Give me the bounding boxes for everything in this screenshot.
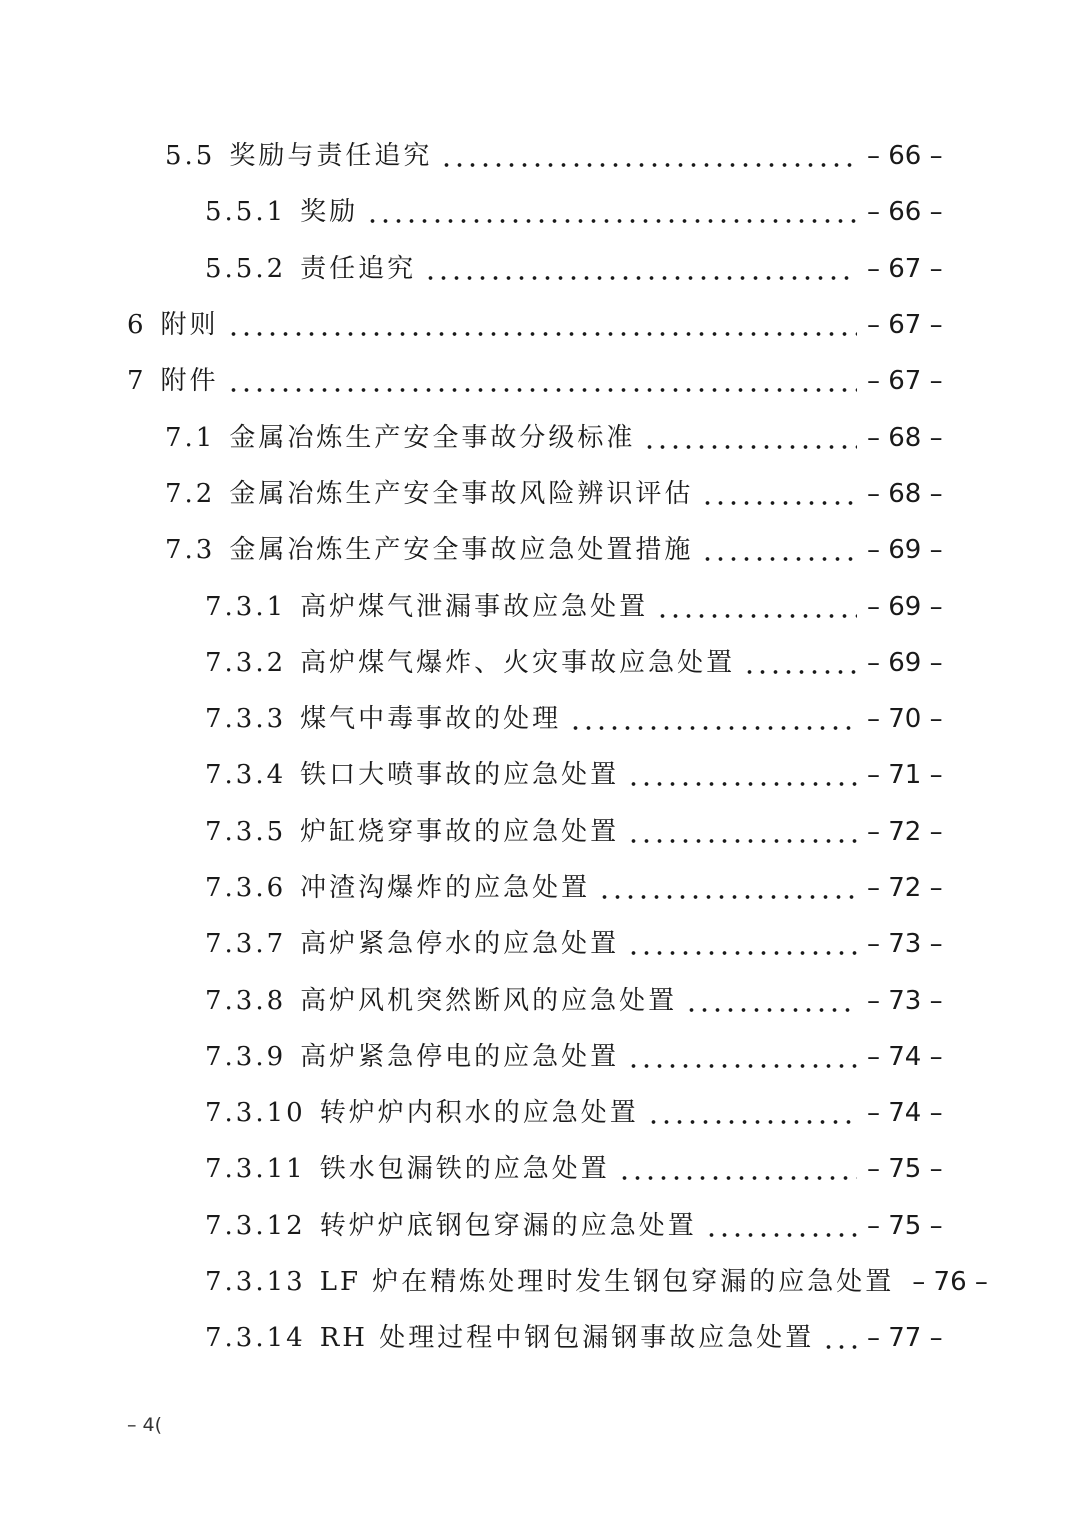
dot-leader [569,706,857,732]
toc-entry-label [205,1041,620,1072]
toc-entry[interactable] [0,128,1074,184]
toc-entry-title: 高炉风机突然断风的应急处置 [300,985,678,1016]
footer-page-number: – 4( [127,1414,163,1436]
toc-entry[interactable] [0,241,1074,297]
dot-leader [440,143,857,169]
toc-entry-number: 5.5 [165,141,216,172]
toc-entry-label [127,310,219,341]
toc-entry-title: LF 炉在精炼处理时发生钢包穿漏的应急处置 [319,1267,895,1298]
toc-entry-page: – 69 – [867,535,943,566]
toc-entry-title: 责任追究 [300,253,417,284]
toc-entry-number: 7.2 [165,478,216,509]
toc-entry-page: – 67 – [867,366,943,397]
toc-entry-title: 高炉煤气泄漏事故应急处置 [300,591,649,622]
toc-entry-number: 7.3.8 [205,985,287,1016]
toc-entry-title: 冲渣沟爆炸的应急处置 [300,873,591,903]
toc-entry-page: – 66 – [867,141,943,172]
toc-entry-title: 转炉炉底钢包穿漏的应急处置 [319,1210,697,1241]
dot-leader [656,594,857,620]
toc-entry-page: – 68 – [867,478,943,509]
toc-entry[interactable] [0,804,1074,860]
toc-entry-page: – 70 – [867,704,943,735]
toc-entry-page: – 77 – [867,1323,943,1354]
toc-entry-title: 奖励与责任追究 [229,141,433,172]
toc-entry-title: 高炉紧急停电的应急处置 [300,1041,620,1072]
dot-leader [701,481,857,507]
toc-entry-label [205,591,649,622]
toc-entry-label [205,1267,895,1298]
toc-entry-title: 附件 [160,366,219,397]
dot-leader [647,1100,857,1126]
toc-entry-number: 7.3.3 [205,704,287,735]
toc-entry-label [205,985,678,1016]
dot-leader [618,1156,857,1182]
toc-entry-number: 6 [127,310,147,341]
dot-leader [743,650,857,676]
toc-entry-page: – 69 – [867,591,943,622]
toc-entry[interactable] [0,1254,1074,1310]
toc-entry-number: 7.3.14 [205,1323,306,1354]
toc-entry-label [205,929,620,960]
dot-leader [366,199,857,225]
toc-entry-title: RH 处理过程中钢包漏钢事故应急处置 [319,1323,815,1354]
toc-entry-title: 金属冶炼生产安全事故风险辨识评估 [229,478,694,509]
dot-leader [598,875,857,901]
dot-leader [685,988,857,1014]
toc-entry-label [205,1098,639,1129]
toc-entry[interactable] [0,297,1074,353]
toc-entry-number: 7.3.6 [205,873,287,903]
toc-entry-label [165,535,694,566]
toc-entry-number: 7.3.4 [205,760,287,791]
toc-entry-number: 7.3.9 [205,1041,287,1072]
toc-entry-label [205,647,736,678]
toc-entry-page: – 74 – [867,1098,943,1129]
toc-entry-label [205,1210,697,1241]
toc-entry[interactable] [0,522,1074,578]
toc-entry-number: 5.5.1 [205,197,287,228]
toc-entry-title: 煤气中毒事故的处理 [300,704,562,735]
toc-entry-number: 7.3 [165,535,216,566]
dot-leader [627,819,857,845]
toc-entry-page: – 67 – [867,310,943,341]
toc-entry-number: 7.3.13 [205,1267,306,1298]
toc-entry-title: 铁水包漏铁的应急处置 [319,1154,610,1185]
toc-entry[interactable] [0,578,1074,634]
toc-entry-title: 高炉煤气爆炸、火灾事故应急处置 [300,647,736,678]
toc-entry[interactable] [0,747,1074,803]
toc-entry-page: – 74 – [867,1041,943,1072]
toc-entry-number: 7.3.2 [205,647,287,678]
toc-entry[interactable] [0,466,1074,522]
toc-entry-label [205,1154,610,1185]
dot-leader [701,537,857,563]
toc-entry[interactable] [0,184,1074,240]
toc-entry-title: 金属冶炼生产安全事故应急处置措施 [229,535,694,566]
toc-entry-number: 7.3.5 [205,816,287,847]
toc-entry[interactable] [0,1310,1074,1366]
table-of-contents [0,128,1074,1367]
toc-entry-number: 7.3.10 [205,1098,306,1129]
toc-entry-label [205,816,620,847]
toc-entry-number: 7 [127,366,147,397]
toc-entry[interactable] [0,1085,1074,1141]
toc-entry-label [205,197,359,228]
toc-entry-label [165,422,636,453]
toc-entry-label [205,253,417,284]
toc-entry-page: – 72 – [867,816,943,847]
toc-entry-number: 7.3.7 [205,929,287,960]
toc-entry-number: 7.1 [165,422,216,453]
dot-leader [424,256,857,282]
toc-entry-label [205,875,590,901]
toc-entry-page: – 69 – [867,647,943,678]
dot-leader [705,1213,857,1239]
toc-entry-page: – 73 – [867,929,943,960]
toc-entry[interactable] [0,972,1074,1028]
dot-leader [627,762,857,788]
toc-entry[interactable] [0,353,1074,409]
toc-entry-page: – 76 – [912,1267,988,1298]
toc-entry[interactable] [0,1141,1074,1197]
toc-entry-number: 7.3.1 [205,591,287,622]
toc-entry-title: 转炉炉内积水的应急处置 [319,1098,639,1129]
toc-entry-title: 金属冶炼生产安全事故分级标准 [229,422,636,453]
toc-entry-title: 奖励 [300,197,359,228]
toc-entry-label [205,1323,815,1354]
toc-entry-page: – 68 – [867,422,943,453]
toc-entry[interactable] [0,635,1074,691]
dot-leader [822,1325,857,1351]
dot-leader [227,368,857,394]
toc-entry-number: 7.3.12 [205,1210,306,1241]
toc-entry-label [127,366,219,397]
dot-leader [643,425,857,451]
toc-entry-page: – 67 – [867,253,943,284]
toc-entry-page: – 75 – [867,1154,943,1185]
toc-entry-page: – 75 – [867,1210,943,1241]
toc-entry-page: – 71 – [867,760,943,791]
toc-entry[interactable] [0,691,1074,747]
dot-leader [627,1044,857,1070]
toc-entry-title: 高炉紧急停水的应急处置 [300,929,620,960]
toc-entry[interactable] [0,1029,1074,1085]
toc-entry-label [165,141,433,172]
toc-entry-label [165,478,694,509]
dot-leader [627,931,857,957]
toc-entry-number: 5.5.2 [205,253,287,284]
toc-entry[interactable] [0,409,1074,465]
toc-entry[interactable] [0,1198,1074,1254]
toc-entry-page: – 73 – [867,985,943,1016]
toc-entry-label [205,760,620,791]
toc-entry-title: 附则 [160,310,219,341]
toc-entry[interactable] [0,916,1074,972]
toc-entry-number: 7.3.11 [205,1154,306,1185]
toc-entry-label [205,704,562,735]
toc-entry-title: 炉缸烧穿事故的应急处置 [300,816,620,847]
toc-entry[interactable] [0,860,1074,916]
toc-entry-title: 铁口大喷事故的应急处置 [300,760,620,791]
dot-leader [227,312,857,338]
toc-entry-page: – 72 – [867,873,943,903]
toc-entry-page: – 66 – [867,197,943,228]
